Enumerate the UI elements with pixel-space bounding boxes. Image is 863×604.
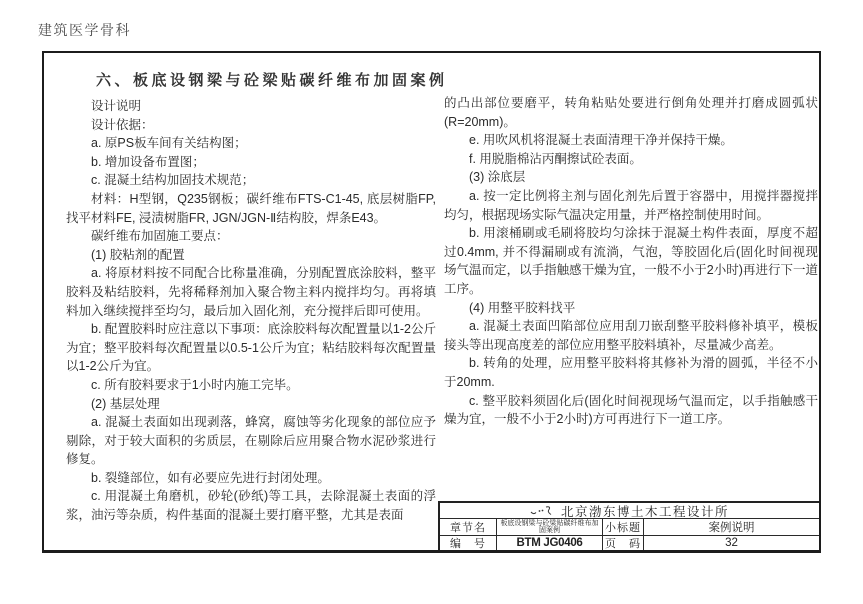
paragraph: 碳纤维布加固施工要点： [91,229,229,244]
paragraph: b. 裂缝部位，如有必要应先进行封闭处理。 [91,470,330,485]
company-name: 北京渤东博土木工程设计所 [560,504,729,519]
paragraph: 设计依据： [91,117,154,132]
page-number-cell: 32 [643,536,819,550]
paragraph: c. 混凝土结构加固技术规范； [91,173,255,188]
paragraph: 设计说明 [91,99,142,113]
page-label-cell: 页 码 [602,536,643,550]
paragraph: 的凸出部位要磨平，转角粘贴处要进行倒角处理并打磨成圆弧状(R=20mm)。 [444,96,818,129]
chapter-label-cell: 章节名 [440,519,496,536]
paragraph: b. 配置胶料时应注意以下事项：底涂胶料每次配置量以1-2公斤为宜；整平胶料每次配置量以0.5-1公斤为宜；粘结胶料每次配置量以1-2公斤为宜。 [66,322,436,374]
paragraph: c. 整平胶料须固化后(固化时间视现场气温而定，以手指触感干燥为宜，一般不小于2小时)方可再进行下一道工序。 [444,393,818,427]
left-column [66,97,436,525]
company-name-cell [440,503,819,519]
paragraph: 材料：H型钢，Q235钢板；碳纤维布FTS-C1-45, 底层树脂FP, 找平材料FE, 浸渍树脂FR, JGN/JGN-Ⅱ结构胶，焊条E43。 [66,191,436,225]
number-label-cell: 编 号 [450,538,486,550]
company-logo-icon [530,505,554,516]
paragraph: (4) 用整平胶料找平 [469,300,576,315]
paragraph: (1) 胶粘剂的配置 [91,247,185,262]
right-column [444,94,818,429]
paragraph: c. 用混凝土角磨机，砂轮(砂纸)等工具，去除混凝土表面的浮浆，油污等杂质，构件基面的混凝土要打磨平整，尤其是表面 [66,489,436,523]
paragraph: a. 原PS板车间有关结构图； [91,136,247,151]
paragraph: a. 将原材料按不同配合比称量准确，分别配置底涂胶料，整平胶料及粘结胶料，先将稀释剂加入聚合物主料内搅拌均匀。再将填料加入继续搅拌至均匀，最后加入固化剂，充分搅拌后即可使用。 [66,266,436,318]
title-block-table [438,501,819,550]
section-title: 六、板底设钢梁与砼梁贴碳纤维布加固案例 [96,73,448,89]
paragraph: f. 用脱脂棉沾丙酮擦试砼表面。 [469,151,642,166]
paragraph: a. 混凝土表面凹陷部位应用刮刀嵌刮整平胶料修补填平，模板接头等出现高度差的部位应用整平胶料填补，尽量减少高差。 [444,319,818,352]
paragraph: a. 混凝土表面如出现剥落，蜂窝，腐蚀等劣化现象的部位应予剔除，对于较大面积的劣质层，在剔除后应用聚合物水泥砂浆进行修复。 [66,415,436,467]
paragraph: b. 增加设备布置图； [91,154,205,169]
subtitle-value-cell: 案例说明 [643,519,819,536]
page-frame [42,51,821,553]
paragraph: e. 用吹风机将混凝土表面清理干净并保持干燥。 [469,133,733,148]
chapter-value-cell: 板底设钢梁与砼梁贴碳纤维布加固案例 [496,519,602,536]
subtitle-label-cell: 小标题 [602,519,643,536]
number-value-cell: BTM JG0406 [496,536,602,550]
paragraph: b. 用滚桶刷或毛刷将胶均匀涂抹于混凝土构件表面，厚度不超过0.4mm, 并不得漏刷或有流淌，气泡，等胶固化后(固化时间视现场气温而定，以手指触感干燥为宜，一般不小于2小时)再进行下一道工序。 [444,226,818,296]
paragraph: c. 所有胶料要求于1小时内施工完毕。 [91,377,299,392]
paragraph: (2) 基层处理 [91,396,160,411]
paragraph: b. 转角的处理，应用整平胶料将其修补为滑的圆弧，半径不小于20mm. [444,356,818,389]
document-watermark: 建筑医学骨科 [38,24,131,39]
paragraph: (3) 涂底层 [469,170,526,185]
paragraph: a. 按一定比例将主剂与固化剂先后置于容器中，用搅拌器搅拌均匀，根据现场实际气温决定用量，并严格控制使用时间。 [444,188,818,222]
